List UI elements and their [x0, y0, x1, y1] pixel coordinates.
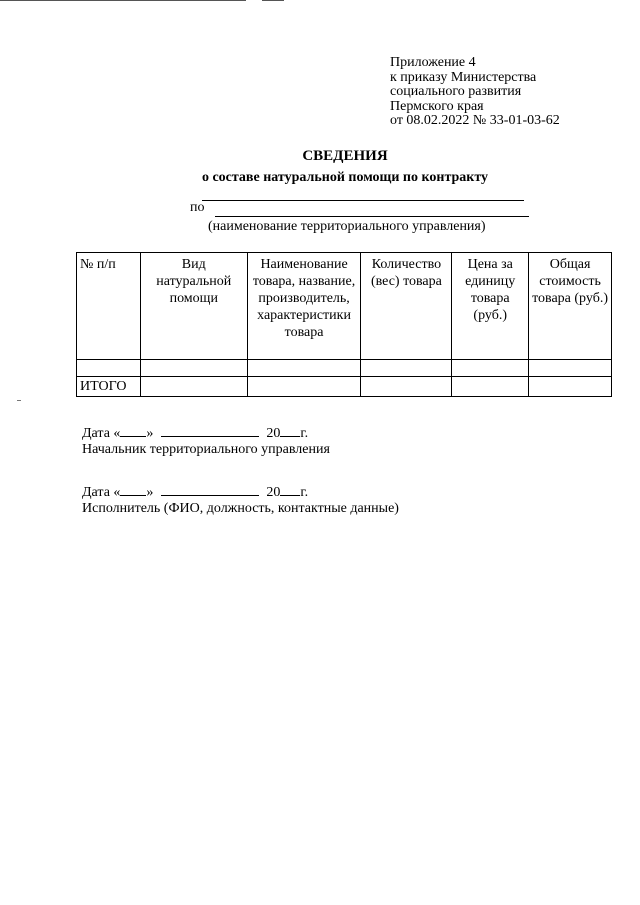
scan-artifact-line	[262, 0, 284, 1]
year-blank[interactable]	[280, 483, 300, 496]
col-header-product-name: Наименование товара, название, производитель, характеристики товара	[247, 253, 361, 360]
margin-mark	[17, 400, 21, 401]
table-total-row	[77, 377, 612, 397]
scan-artifact-line	[0, 0, 246, 1]
appendix-line: Приложение 4	[390, 55, 476, 70]
month-blank[interactable]	[161, 424, 259, 437]
head-of-office-label: Начальник территориального управления	[82, 442, 330, 457]
appendix-line: к приказу Министерства	[390, 69, 537, 85]
col-header-total-cost: Общая стоимость товара (руб.)	[529, 253, 612, 360]
document-title: СВЕДЕНИЯ	[302, 148, 388, 164]
appendix-line: Пермского края	[390, 98, 484, 114]
table-cell[interactable]	[140, 377, 247, 397]
table-row	[77, 360, 612, 377]
year-prefix: 20	[266, 485, 281, 500]
col-header-number: № п/п	[77, 253, 141, 360]
document-subtitle: о составе натуральной помощи по контракту	[201, 170, 489, 185]
day-blank[interactable]	[120, 483, 146, 496]
table-header-row	[77, 253, 612, 360]
contract-blank-line[interactable]	[202, 200, 524, 201]
aid-table	[76, 252, 612, 397]
appendix-line: социального развития	[390, 84, 522, 99]
date-mid: »	[146, 485, 154, 500]
table-cell[interactable]	[529, 377, 612, 397]
col-header-quantity: Количество (вес) товара	[361, 253, 452, 360]
col-header-aid-type: Вид натуральной помощи	[140, 253, 247, 360]
table-cell[interactable]	[247, 377, 361, 397]
blank-caption: (наименование территориального управления)	[208, 219, 486, 234]
date-prefix: Дата «	[82, 485, 121, 500]
territorial-office-blank-line[interactable]	[215, 216, 529, 217]
date-line-1	[82, 424, 308, 442]
year-prefix: 20	[266, 426, 281, 441]
table-cell[interactable]	[77, 360, 141, 377]
table-cell[interactable]	[140, 360, 247, 377]
col-header-unit-price: Цена за единицу товара (руб.)	[452, 253, 529, 360]
table-cell[interactable]	[361, 360, 452, 377]
total-label: ИТОГО	[77, 377, 141, 397]
month-blank[interactable]	[161, 483, 259, 496]
executor-label: Исполнитель (ФИО, должность, контактные данные)	[82, 501, 399, 516]
appendix-block	[390, 56, 560, 129]
year-blank[interactable]	[280, 424, 300, 437]
table-cell[interactable]	[247, 360, 361, 377]
table-cell[interactable]	[452, 360, 529, 377]
po-label: по	[190, 200, 205, 215]
year-suffix: г.	[300, 426, 309, 441]
day-blank[interactable]	[120, 424, 146, 437]
year-suffix: г.	[300, 485, 309, 500]
table-cell[interactable]	[452, 377, 529, 397]
table-cell[interactable]	[529, 360, 612, 377]
date-mid: »	[146, 426, 154, 441]
appendix-line: от 08.02.2022 № 33-01-03-62	[390, 113, 560, 128]
date-line-2	[82, 483, 308, 501]
table-cell[interactable]	[361, 377, 452, 397]
date-prefix: Дата «	[82, 426, 121, 441]
